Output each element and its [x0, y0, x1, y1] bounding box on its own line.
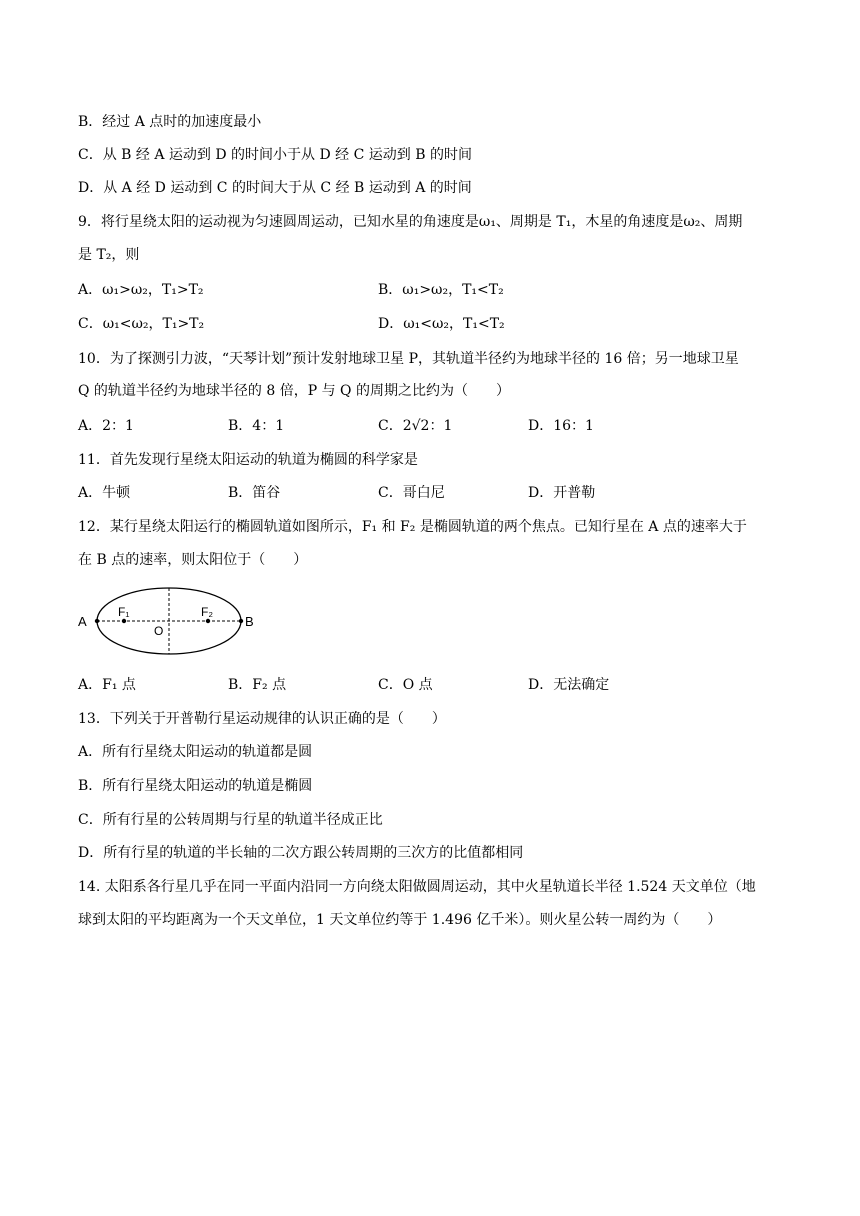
- q11-option-d: D．开普勒: [528, 485, 596, 501]
- q10-stem-line2: Q 的轨道半径约为地球半径的 8 倍，P 与 Q 的周期之比约为（ ）: [78, 383, 510, 399]
- q11-option-c: C．哥白尼: [378, 485, 445, 501]
- q12-option-b: B．F₂ 点: [228, 677, 287, 693]
- q9-option-c: C．ω₁<ω₂，T₁>T₂: [78, 316, 205, 332]
- q12-option-d: D．无法确定: [528, 677, 610, 693]
- q10-stem-line1: 10．为了探测引力波，“天琴计划”预计发射地球卫星 P，其轨道半径约为地球半径的 16 倍；另一地球卫星: [78, 351, 739, 367]
- q10-option-a: A．2：1: [78, 418, 134, 434]
- q13-option-d: D．所有行星的轨道的半长轴的二次方跟公转周期的三次方的比值都相同: [78, 845, 524, 861]
- q10-option-b: B．4：1: [228, 418, 285, 434]
- q14-stem-line1: 14. 太阳系各行星几乎在同一平面内沿同一方向绕太阳做圆周运动，其中火星轨道长半径 1.524 天文单位（地: [78, 879, 756, 895]
- label-a: A: [78, 614, 87, 629]
- label-f1: F₁: [118, 605, 130, 619]
- q13-option-b: B．所有行星绕太阳运动的轨道是椭圆: [78, 778, 313, 794]
- q12-stem-line1: 12．某行星绕太阳运行的椭圆轨道如图所示，F₁ 和 F₂ 是椭圆轨道的两个焦点。已知行星在 A 点的速率大于: [78, 519, 747, 535]
- label-b: B: [245, 614, 254, 629]
- q9-option-d: D．ω₁<ω₂，T₁<T₂: [378, 316, 505, 332]
- q11-option-a: A．牛顿: [78, 485, 131, 501]
- q10-option-d: D．16：1: [528, 418, 594, 434]
- q14-stem-line2: 球到太阳的平均距离为一个天文单位，1 天文单位约等于 1.496 亿千米）。则火星公转一周约为（ ）: [78, 912, 722, 928]
- q9-stem-line1: 9．将行星绕太阳的运动视为匀速圆周运动，已知水星的角速度是ω₁、周期是 T₁，木星的角速度是ω₂、周期: [78, 214, 743, 230]
- q8-option-b: B．经过 A 点时的加速度最小: [78, 114, 262, 130]
- q11-option-b: B．笛谷: [228, 485, 281, 501]
- focus-f2-dot: [206, 619, 210, 623]
- q11-stem: 11．首先发现行星绕太阳运动的轨道为椭圆的科学家是: [78, 452, 418, 468]
- q8-option-d: D．从 A 经 D 运动到 C 的时间大于从 C 经 B 运动到 A 的时间: [78, 180, 472, 196]
- ellipse-orbit-diagram: [76, 583, 266, 663]
- q13-stem: 13．下列关于开普勒行星运动规律的认识正确的是（ ）: [78, 711, 446, 727]
- q9-option-b: B．ω₁>ω₂，T₁<T₂: [378, 282, 504, 298]
- point-b-dot: [239, 619, 243, 623]
- q10-option-c: C．2√2：1: [378, 418, 453, 434]
- label-f2: F₂: [201, 605, 213, 619]
- q13-option-a: A．所有行星绕太阳运动的轨道都是圆: [78, 744, 313, 760]
- label-o: O: [154, 624, 164, 638]
- q12-stem-line2: 在 B 点的速率，则太阳位于（ ）: [78, 552, 308, 568]
- q8-option-c: C．从 B 经 A 运动到 D 的时间小于从 D 经 C 运动到 B 的时间: [78, 147, 472, 163]
- q13-option-c: C．所有行星的公转周期与行星的轨道半径成正比: [78, 812, 383, 828]
- q9-option-a: A．ω₁>ω₂，T₁>T₂: [78, 282, 204, 298]
- q9-stem-line2: 是 T₂，则: [78, 247, 140, 263]
- q12-option-a: A．F₁ 点: [78, 677, 136, 693]
- q12-option-c: C．O 点: [378, 677, 433, 693]
- focus-f1-dot: [122, 619, 126, 623]
- point-a-dot: [95, 619, 99, 623]
